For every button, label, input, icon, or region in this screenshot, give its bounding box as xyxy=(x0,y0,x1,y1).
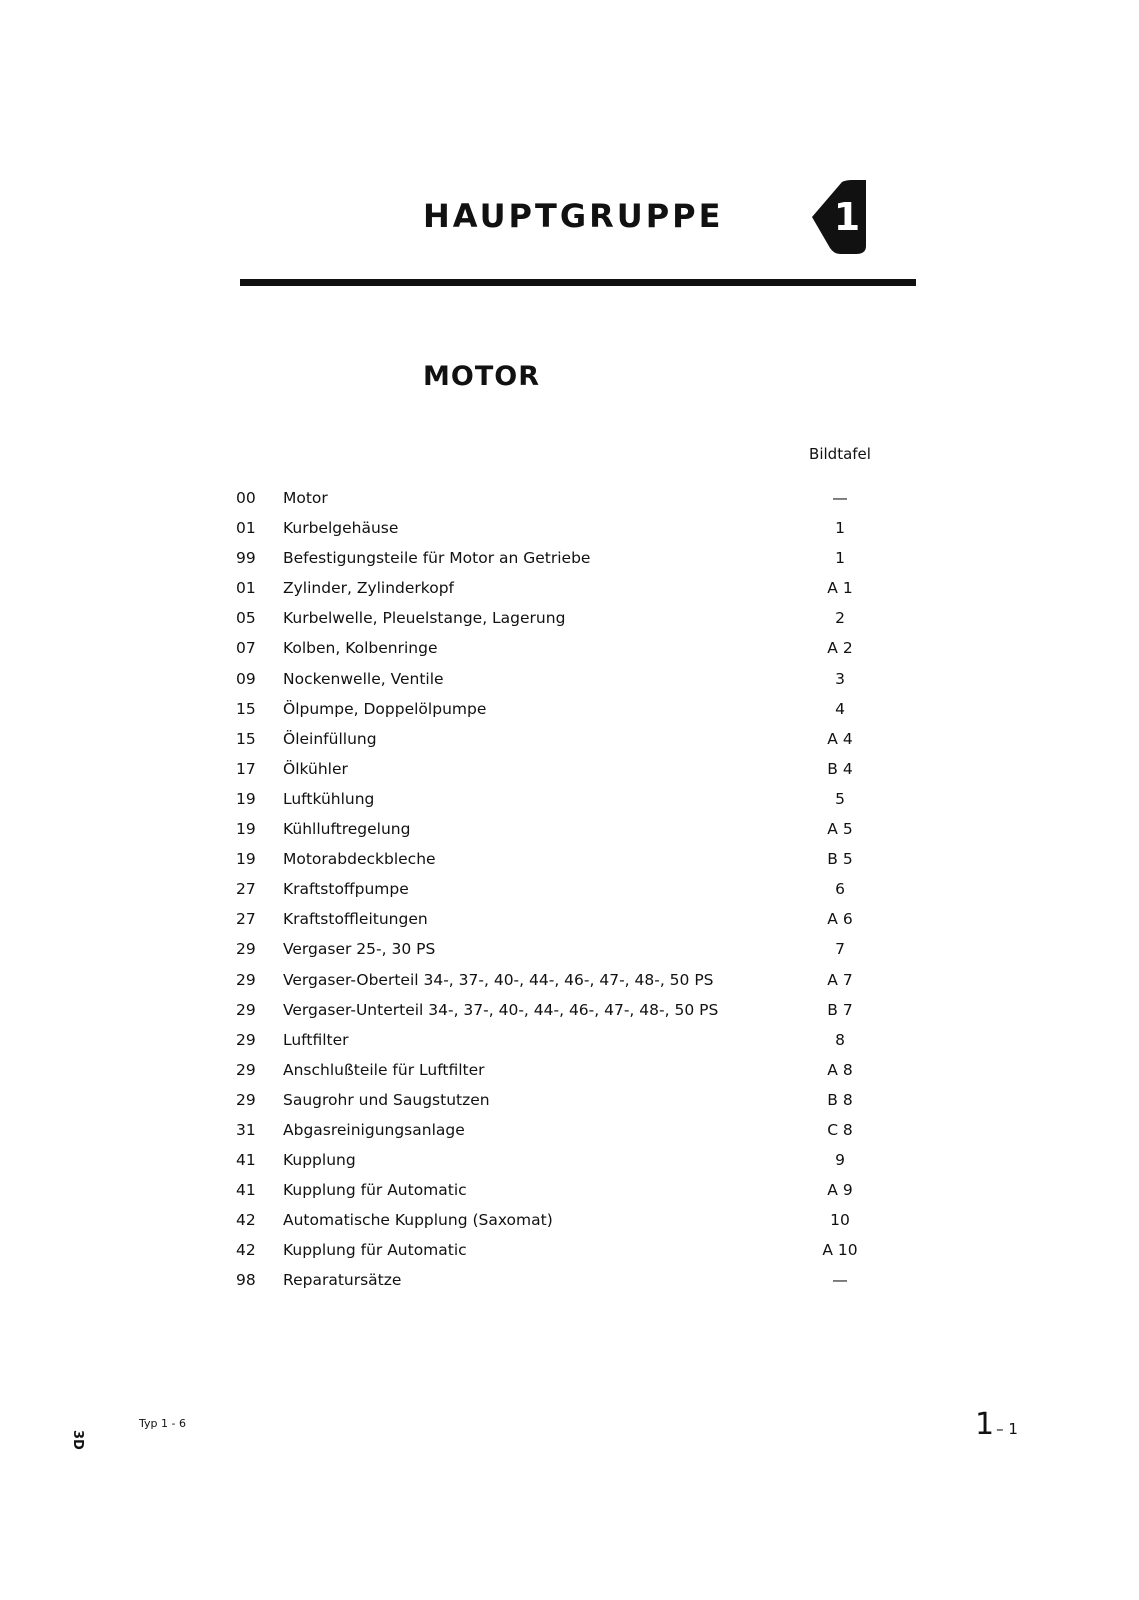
table-of-contents xyxy=(228,485,908,1298)
toc-code: 42 xyxy=(236,1211,256,1230)
toc-plate: B 4 xyxy=(827,759,853,778)
toc-title: Vergaser-Oberteil 34-, 37-, 40-, 44-, 46-, 47-, 48-, 50 PS xyxy=(283,970,714,989)
group-number-badge xyxy=(812,180,866,254)
toc-code: 29 xyxy=(236,1000,256,1019)
toc-code: 01 xyxy=(236,519,256,538)
toc-title: Kurbelwelle, Pleuelstange, Lagerung xyxy=(283,609,566,628)
toc-row xyxy=(228,876,908,906)
toc-title: Nockenwelle, Ventile xyxy=(283,669,444,688)
toc-row xyxy=(228,906,908,936)
toc-row xyxy=(228,936,908,966)
toc-title: Kraftstoffleitungen xyxy=(283,910,428,929)
toc-plate: 2 xyxy=(835,609,845,628)
toc-row xyxy=(228,1057,908,1087)
toc-row xyxy=(228,846,908,876)
page-number xyxy=(975,1407,1018,1447)
toc-plate: B 5 xyxy=(827,850,853,869)
toc-row xyxy=(228,666,908,696)
toc-plate: 5 xyxy=(835,789,845,808)
toc-plate: 10 xyxy=(830,1211,850,1230)
toc-code: 29 xyxy=(236,1060,256,1079)
toc-title: Vergaser 25-, 30 PS xyxy=(283,940,436,959)
toc-plate: A 1 xyxy=(827,579,853,598)
toc-code: 42 xyxy=(236,1241,256,1260)
main-group-title: HAUPTGRUPPE xyxy=(423,197,724,235)
toc-code: 19 xyxy=(236,789,256,808)
toc-title: Zylinder, Zylinderkopf xyxy=(283,579,455,598)
page-number-main: 1 xyxy=(975,1407,995,1442)
toc-row xyxy=(228,575,908,605)
toc-title: Ölpumpe, Doppelölpumpe xyxy=(283,699,487,718)
toc-code: 29 xyxy=(236,970,256,989)
toc-row xyxy=(228,696,908,726)
toc-plate: B 7 xyxy=(827,1000,853,1019)
toc-row xyxy=(228,756,908,786)
toc-title: Motorabdeckbleche xyxy=(283,850,436,869)
toc-title: Ölkühler xyxy=(283,759,348,778)
toc-plate: 8 xyxy=(835,1030,845,1049)
toc-row xyxy=(228,1267,908,1297)
toc-row xyxy=(228,1027,908,1057)
toc-plate: A 8 xyxy=(827,1060,853,1079)
toc-plate: B 8 xyxy=(827,1090,853,1109)
margin-mark-text: 3D xyxy=(70,1430,85,1450)
toc-title: Kühlluftregelung xyxy=(283,820,411,839)
toc-row xyxy=(228,605,908,635)
toc-plate: A 7 xyxy=(827,970,853,989)
plate-column-header: Bildtafel xyxy=(809,445,871,463)
toc-title: Luftkühlung xyxy=(283,789,375,808)
toc-code: 99 xyxy=(236,549,256,568)
toc-code: 07 xyxy=(236,639,256,658)
badge-number: 1 xyxy=(833,195,861,239)
toc-code: 19 xyxy=(236,850,256,869)
toc-plate: A 6 xyxy=(827,910,853,929)
toc-code: 15 xyxy=(236,729,256,748)
toc-row xyxy=(228,1117,908,1147)
toc-plate: A 9 xyxy=(827,1181,853,1200)
toc-plate: — xyxy=(832,1271,848,1290)
toc-row xyxy=(228,545,908,575)
toc-title: Öleinfüllung xyxy=(283,729,377,748)
section-title: MOTOR xyxy=(423,361,540,392)
toc-row xyxy=(228,1177,908,1207)
toc-code: 27 xyxy=(236,910,256,929)
toc-code: 41 xyxy=(236,1181,256,1200)
toc-code: 29 xyxy=(236,940,256,959)
toc-plate: — xyxy=(832,489,848,507)
toc-title: Motor xyxy=(283,489,328,507)
toc-row xyxy=(228,485,908,515)
toc-code: 09 xyxy=(236,669,256,688)
toc-row xyxy=(228,726,908,756)
toc-code: 05 xyxy=(236,609,256,628)
toc-title: Abgasreinigungsanlage xyxy=(283,1120,465,1139)
toc-plate: 1 xyxy=(835,549,845,568)
toc-code: 27 xyxy=(236,880,256,899)
toc-plate: A 2 xyxy=(827,639,853,658)
toc-plate: 7 xyxy=(835,940,845,959)
toc-title: Saugrohr und Saugstutzen xyxy=(283,1090,490,1109)
toc-row xyxy=(228,1207,908,1237)
toc-title: Kraftstoffpumpe xyxy=(283,880,409,899)
toc-row xyxy=(228,635,908,665)
toc-code: 41 xyxy=(236,1151,256,1170)
toc-title: Kupplung xyxy=(283,1151,356,1170)
toc-row xyxy=(228,1147,908,1177)
toc-plate: 4 xyxy=(835,699,845,718)
toc-code: 29 xyxy=(236,1090,256,1109)
toc-code: 31 xyxy=(236,1120,256,1139)
toc-title: Anschlußteile für Luftfilter xyxy=(283,1060,485,1079)
page-number-sub: – 1 xyxy=(996,1420,1018,1438)
toc-row xyxy=(228,997,908,1027)
toc-row xyxy=(228,515,908,545)
toc-code: 19 xyxy=(236,820,256,839)
toc-title: Kolben, Kolbenringe xyxy=(283,639,438,658)
toc-plate: A 4 xyxy=(827,729,853,748)
toc-title: Reparatursätze xyxy=(283,1271,402,1290)
toc-row xyxy=(228,1237,908,1267)
toc-plate: C 8 xyxy=(827,1120,853,1139)
toc-plate: A 5 xyxy=(827,820,853,839)
toc-code: 00 xyxy=(236,489,256,507)
toc-code: 98 xyxy=(236,1271,256,1290)
toc-row xyxy=(228,1087,908,1117)
toc-title: Kupplung für Automatic xyxy=(283,1181,467,1200)
type-label: Typ 1 - 6 xyxy=(139,1417,186,1430)
toc-title: Luftfilter xyxy=(283,1030,349,1049)
toc-code: 17 xyxy=(236,759,256,778)
toc-plate: 1 xyxy=(835,519,845,538)
toc-title: Kupplung für Automatic xyxy=(283,1241,467,1260)
toc-title: Kurbelgehäuse xyxy=(283,519,399,538)
toc-plate: 6 xyxy=(835,880,845,899)
toc-code: 01 xyxy=(236,579,256,598)
toc-title: Vergaser-Unterteil 34-, 37-, 40-, 44-, 46-, 47-, 48-, 50 PS xyxy=(283,1000,719,1019)
toc-title: Automatische Kupplung (Saxomat) xyxy=(283,1211,553,1230)
header-rule xyxy=(240,279,916,286)
margin-mark xyxy=(58,1428,85,1454)
toc-plate: 9 xyxy=(835,1151,845,1170)
toc-title: Befestigungsteile für Motor an Getriebe xyxy=(283,549,591,568)
toc-code: 15 xyxy=(236,699,256,718)
toc-plate: A 10 xyxy=(822,1241,858,1260)
toc-row xyxy=(228,786,908,816)
toc-plate: 3 xyxy=(835,669,845,688)
toc-code: 29 xyxy=(236,1030,256,1049)
toc-row xyxy=(228,816,908,846)
toc-row xyxy=(228,967,908,997)
